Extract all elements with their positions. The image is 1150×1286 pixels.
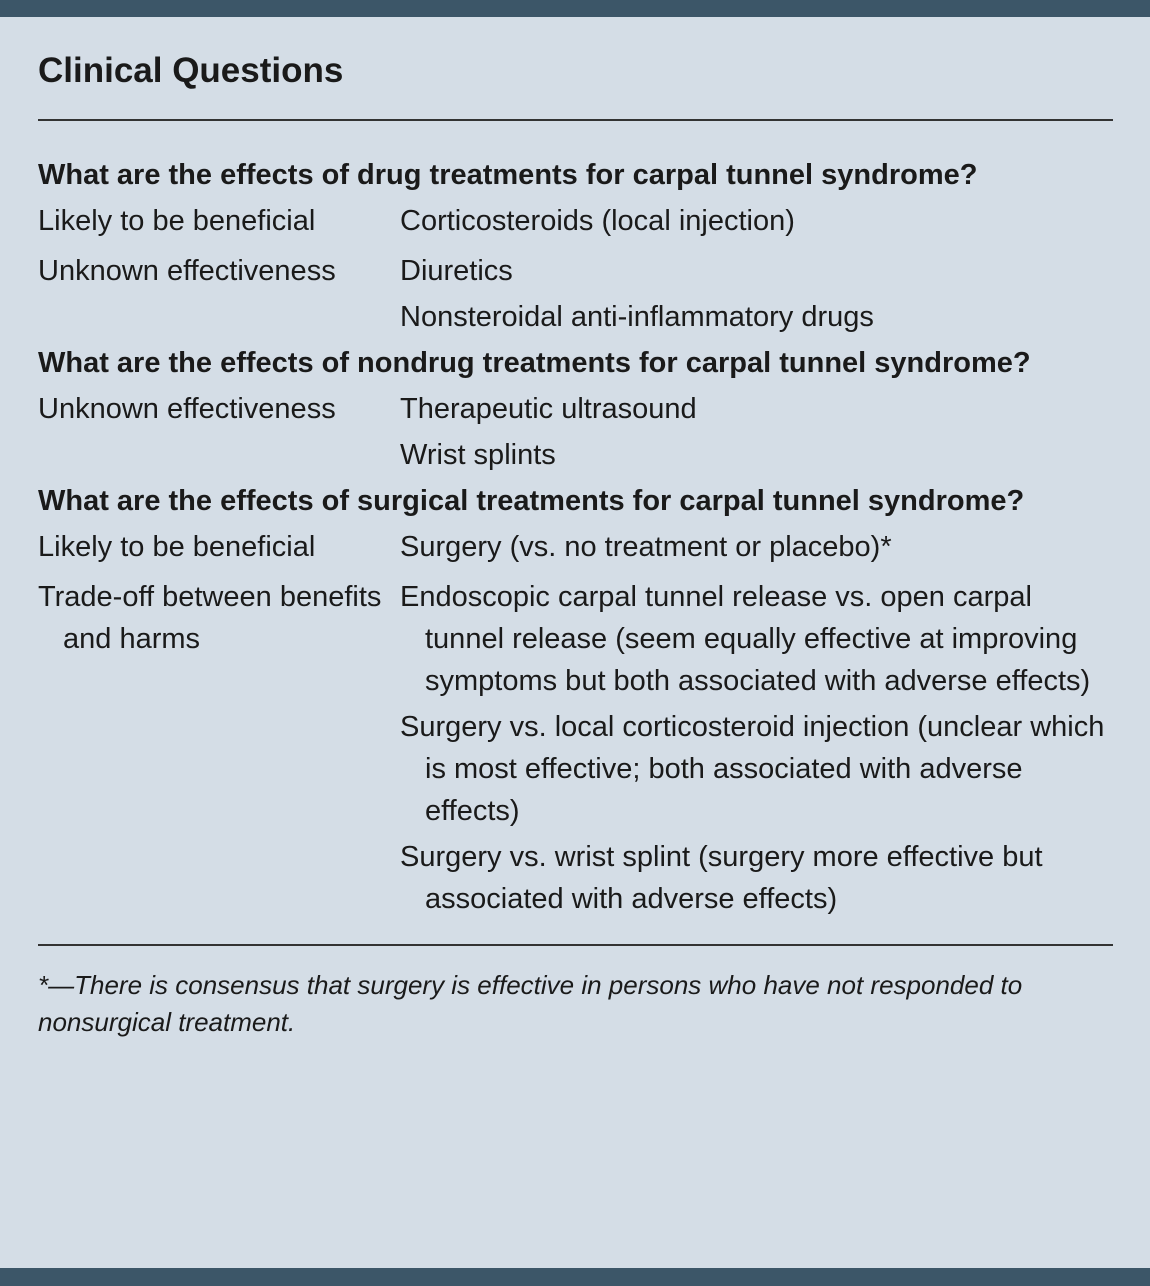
top-accent-bar	[0, 0, 1150, 17]
treatment-item: Surgery (vs. no treatment or placebo)*	[400, 531, 892, 563]
bottom-accent-bar	[0, 1268, 1150, 1286]
section-drug-treatments	[38, 154, 1113, 342]
section-surgical-treatments	[38, 480, 1113, 924]
evidence-category: Unknown effectiveness	[38, 393, 336, 425]
treatment-list	[400, 572, 1113, 924]
question-heading: What are the effects of surgical treatments for carpal tunnel syndrome?	[38, 485, 1025, 517]
treatment-item: Corticosteroids (local injection)	[400, 205, 795, 237]
question-heading: What are the effects of nondrug treatments for carpal tunnel syndrome?	[38, 347, 1031, 379]
evidence-category: Unknown effectiveness	[38, 255, 336, 287]
evidence-row	[38, 572, 1113, 924]
box-title: Clinical Questions	[38, 51, 344, 90]
clinical-questions-box	[38, 44, 1113, 1041]
footnote: *—There is consensus that surgery is effective in persons who have not responded to nonsurgical treatment.	[38, 970, 1023, 1037]
treatment-item: Surgery vs. wrist splint (surgery more effective but associated with adverse effects)	[400, 841, 1043, 915]
evidence-row	[38, 522, 1113, 572]
footnote-divider	[38, 944, 1113, 946]
treatment-item: Diuretics	[400, 255, 513, 287]
treatment-list	[400, 246, 1113, 342]
question-heading: What are the effects of drug treatments for carpal tunnel syndrome?	[38, 159, 978, 191]
evidence-row	[38, 246, 1113, 342]
treatment-item: Nonsteroidal anti-inflammatory drugs	[400, 301, 874, 333]
treatment-item: Endoscopic carpal tunnel release vs. open carpal tunnel release (seem equally effective at improving symptoms but both associated with adverse effects)	[400, 581, 1091, 697]
evidence-category: Trade-off between benefits and harms	[38, 581, 382, 655]
treatment-list	[400, 522, 1113, 572]
evidence-category: Likely to be beneficial	[38, 531, 316, 563]
evidence-row	[38, 384, 1113, 480]
evidence-category: Likely to be beneficial	[38, 205, 316, 237]
evidence-row	[38, 196, 1113, 246]
section-nondrug-treatments	[38, 342, 1113, 480]
treatment-list	[400, 196, 1113, 246]
treatment-item: Wrist splints	[400, 439, 556, 471]
treatment-list	[400, 384, 1113, 480]
treatment-item: Surgery vs. local corticosteroid injection (unclear which is most effective; both associated with adverse effects)	[400, 711, 1105, 827]
treatment-item: Therapeutic ultrasound	[400, 393, 697, 425]
